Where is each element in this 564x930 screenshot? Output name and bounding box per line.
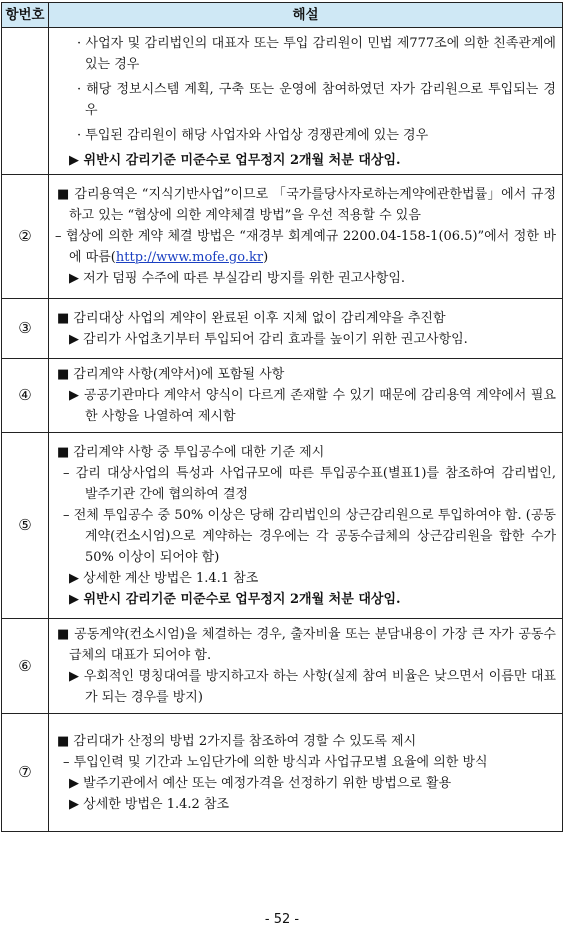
commentary-table xyxy=(1,2,563,832)
row-commentary xyxy=(49,175,563,299)
table-header-row xyxy=(2,3,563,28)
table-row xyxy=(2,28,563,175)
row-commentary xyxy=(49,359,563,433)
row-number: ⑤ xyxy=(2,433,49,619)
violation-note: ▶ 위반시 감리기준 미준수로 업무정지 2개월 처분 대상임. xyxy=(69,153,401,168)
table-row xyxy=(2,359,563,433)
header-item-number: 항번호 xyxy=(2,3,49,28)
square-item: ■ 감리계약 사항(계약서)에 포함될 사항 xyxy=(57,367,285,382)
dash-text-close: ) xyxy=(263,250,269,265)
arrow-item: ▶ 저가 덤핑 수주에 따른 부실감리 방지를 위한 권고사항임. xyxy=(69,271,406,286)
mofe-link[interactable]: http://www.mofe.go.kr xyxy=(115,250,264,265)
violation-note: ▶ 위반시 감리기준 미준수로 업무정지 2개월 처분 대상임. xyxy=(69,591,401,607)
square-item: ■ 감리계약 사항 중 투입공수에 대한 기준 제시 xyxy=(57,444,325,460)
row-commentary xyxy=(49,299,563,359)
page-number: - 52 - xyxy=(264,912,300,927)
square-item: ■ 감리대상 사업의 계약이 완료된 이후 지체 없이 감리계약을 추진함 xyxy=(57,310,446,326)
row-number: ④ xyxy=(2,359,49,433)
square-item: ■ 공동계약(컨소시엄)을 체결하는 경우, 출자비율 또는 분담내용이 가장 큰 자가 공동수급체의 대표가 되어야 함. xyxy=(57,627,556,663)
row-number xyxy=(2,28,49,175)
table-row xyxy=(2,619,563,714)
table-row xyxy=(2,175,563,299)
dot-item: · 투입된 감리원이 해당 사업자와 사업상 경쟁관계에 있는 경우 xyxy=(77,128,429,143)
row-number: ② xyxy=(2,175,49,299)
dash-item: – 감리 대상사업의 특성과 사업규모에 따른 투입공수표(별표1)를 참조하여 감리법인, 발주기관 간에 협의하여 결정 xyxy=(63,465,556,502)
arrow-item: ▶ 상세한 계산 방법은 1.4.1 참조 xyxy=(69,570,259,586)
arrow-item: ▶ 감리가 사업초기부터 투입되어 감리 효과를 높이기 위한 권고사항임. xyxy=(69,331,468,347)
dot-item: · 해당 정보시스템 계획, 구축 또는 운영에 참여하였던 자가 감리원으로 투입되는 경우 xyxy=(77,82,556,118)
dot-item: · 사업자 및 감리법인의 대표자 또는 투입 감리원이 민법 제777조에 의한 친족관계에 있는 경우 xyxy=(77,36,556,72)
row-number: ⑥ xyxy=(2,619,49,714)
square-item: ■ 감리용역은 “지식기반사업”이므로 「국가를당사자로하는계약에관한법률」에서 규정하고 있는 “협상에 의한 계약체결 방법”을 우선 적용할 수 있음 xyxy=(57,187,556,223)
dash-item: – 투입인력 및 기간과 노임단가에 의한 방식과 사업규모별 요율에 의한 방식 xyxy=(63,754,488,770)
arrow-item: ▶ 우회적인 명칭대여를 방지하고자 하는 사항(실제 참여 비율은 낮으면서 이름만 대표가 되는 경우를 방지) xyxy=(69,669,556,705)
row-commentary xyxy=(49,433,563,619)
row-number: ⑦ xyxy=(2,714,49,832)
table-row xyxy=(2,714,563,832)
row-commentary xyxy=(49,28,563,175)
arrow-item: ▶ 발주기관에서 예산 또는 예정가격을 선정하기 위한 방법으로 활용 xyxy=(69,775,452,791)
row-number: ③ xyxy=(2,299,49,359)
table-row xyxy=(2,433,563,619)
table-row xyxy=(2,299,563,359)
row-commentary xyxy=(49,714,563,832)
square-item: ■ 감리대가 산정의 방법 2가지를 참조하여 경할 수 있도록 제시 xyxy=(57,733,417,749)
header-commentary: 해설 xyxy=(49,3,563,28)
row-commentary xyxy=(49,619,563,714)
dash-item xyxy=(55,226,556,268)
dash-text: – 협상에 의한 계약 체결 방법은 “재경부 회계예규 2200.04-158-1(06.5)”에서 정한 바에 따름( xyxy=(55,229,556,265)
arrow-item: ▶ 상세한 방법은 1.4.2 참조 xyxy=(69,796,230,812)
dash-item: – 전체 투입공수 중 50% 이상은 당해 감리법인의 상근감리원으로 투입하여야 함. (공동계약(컨소시엄)으로 계약하는 경우에는 각 공동수급체의 상근감리원을 합한 수가 50% 이상이 되어야 함) xyxy=(63,507,556,565)
arrow-item: ▶ 공공기관마다 계약서 양식이 다르게 존재할 수 있기 때문에 감리용역 계약에서 필요한 사항을 나열하여 제시함 xyxy=(69,388,556,424)
